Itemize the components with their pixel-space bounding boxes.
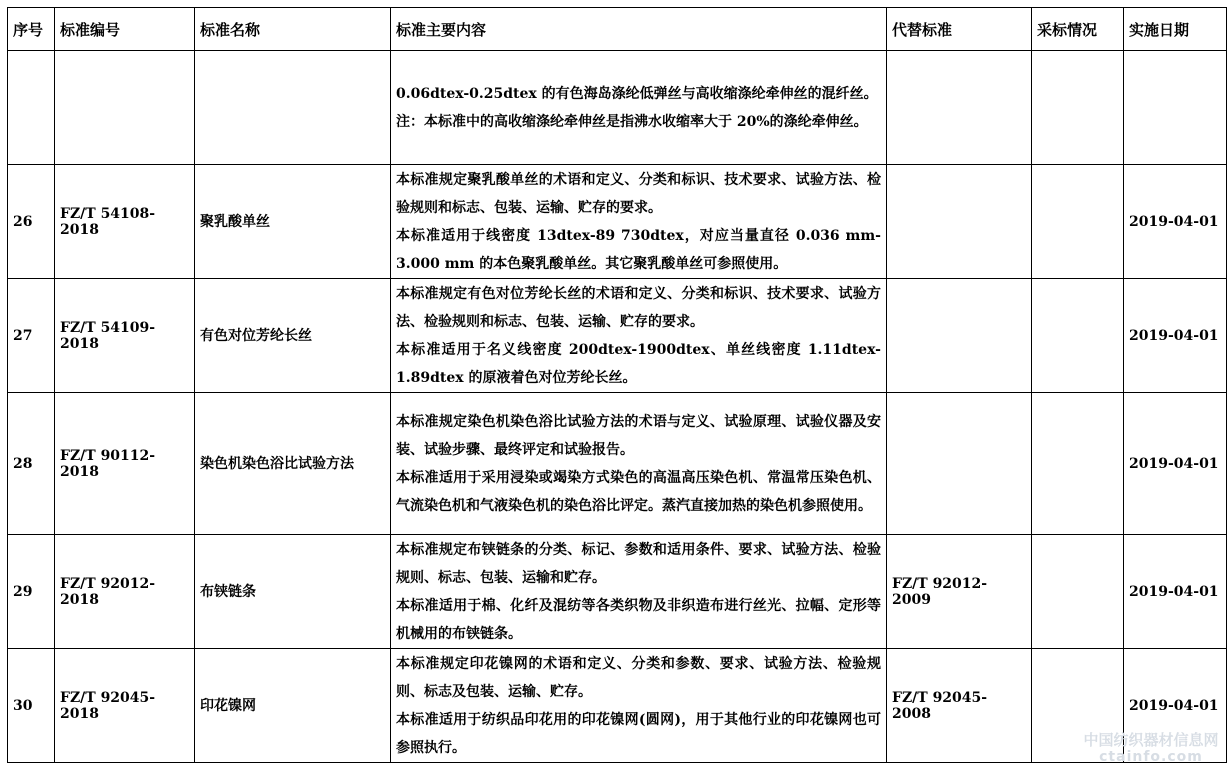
row-content — [391, 535, 887, 649]
row-adopt — [1032, 165, 1124, 279]
row-adopt — [1032, 279, 1124, 393]
content-paragraph: 本标准规定聚乳酸单丝的术语和定义、分类和标识、技术要求、试验方法、检验规则和标志、包装、运输、贮存的要求。 — [396, 171, 881, 216]
header-seq: 序号 — [8, 8, 55, 51]
standards-table — [7, 7, 1227, 763]
header-date: 实施日期 — [1124, 8, 1227, 51]
row-code — [55, 51, 195, 165]
row-seq: 30 — [8, 649, 55, 763]
content-paragraph: 本标准适用于线密度 13dtex-89 730dtex，对应当量直径 0.036 mm-3.000 mm 的本色聚乳酸单丝。其它聚乳酸单丝可参照使用。 — [396, 227, 881, 272]
row-seq: 27 — [8, 279, 55, 393]
header-name: 标准名称 — [195, 8, 391, 51]
watermark-title: 中国纺织器材信息网 — [1083, 731, 1219, 749]
content-paragraph: 本标准适用于棉、化纤及混纺等各类织物及非织造布进行丝光、拉幅、定形等机械用的布铗链条。 — [396, 597, 881, 642]
row-date: 2019-04-01 — [1124, 165, 1227, 279]
content-paragraph: 本标准规定有色对位芳纶长丝的术语和定义、分类和标识、技术要求、试验方法、检验规则和标志、包装、运输、贮存的要求。 — [396, 285, 881, 330]
row-date: 2019-04-01 — [1124, 393, 1227, 535]
content-paragraph: 本标准适用于纺织品印花用的印花镍网(圆网)，用于其他行业的印花镍网也可参照执行。 — [396, 711, 881, 756]
row-adopt — [1032, 51, 1124, 165]
row-code: FZ/T 90112-2018 — [55, 393, 195, 535]
row-content — [391, 393, 887, 535]
row-code: FZ/T 92045-2018 — [55, 649, 195, 763]
table-row — [8, 393, 1227, 535]
header-adopt: 采标情况 — [1032, 8, 1124, 51]
row-name: 印花镍网 — [195, 649, 391, 763]
content-paragraph: 0.06dtex-0.25dtex 的有色海岛涤纶低弹丝与高收缩涤纶牵伸丝的混纤丝。 — [396, 85, 878, 102]
row-replace: FZ/T 92012-2009 — [887, 535, 1032, 649]
row-seq — [8, 51, 55, 165]
content-paragraph: 本标准规定印花镍网的术语和定义、分类和参数、要求、试验方法、检验规则、标志及包装、运输、贮存。 — [396, 655, 881, 700]
row-content — [391, 279, 887, 393]
row-replace — [887, 393, 1032, 535]
row-name: 布铗链条 — [195, 535, 391, 649]
table-row — [8, 535, 1227, 649]
row-code: FZ/T 92012-2018 — [55, 535, 195, 649]
site-watermark — [1076, 731, 1226, 765]
table-row — [8, 165, 1227, 279]
row-content — [391, 649, 887, 763]
header-replace: 代替标准 — [887, 8, 1032, 51]
row-name: 有色对位芳纶长丝 — [195, 279, 391, 393]
row-replace — [887, 51, 1032, 165]
row-date: 2019-04-01 — [1124, 535, 1227, 649]
row-content — [391, 165, 887, 279]
table-row — [8, 649, 1227, 763]
row-date — [1124, 51, 1227, 165]
table-row — [8, 51, 1227, 165]
content-paragraph: 本标准适用于名义线密度 200dtex-1900dtex、单丝线密度 1.11dtex-1.89dtex 的原液着色对位芳纶长丝。 — [396, 341, 881, 386]
table-header-row — [8, 8, 1227, 51]
table-row — [8, 279, 1227, 393]
row-name: 聚乳酸单丝 — [195, 165, 391, 279]
row-name — [195, 51, 391, 165]
content-paragraph: 本标准适用于采用浸染或竭染方式染色的高温高压染色机、常温常压染色机、气流染色机和气液染色机的染色浴比评定。蒸汽直接加热的染色机参照使用。 — [396, 469, 881, 514]
content-paragraph: 本标准规定染色机染色浴比试验方法的术语与定义、试验原理、试验仪器及安装、试验步骤、最终评定和试验报告。 — [396, 413, 881, 458]
content-paragraph: 注：本标准中的高收缩涤纶牵伸丝是指沸水收缩率大于 20%的涤纶牵伸丝。 — [396, 113, 868, 130]
watermark-domain: ctainfo.com — [1099, 749, 1203, 765]
header-code: 标准编号 — [55, 8, 195, 51]
row-date: 2019-04-01 — [1124, 649, 1227, 763]
row-code: FZ/T 54109-2018 — [55, 279, 195, 393]
header-content: 标准主要内容 — [391, 8, 887, 51]
row-content — [391, 51, 887, 165]
row-seq: 26 — [8, 165, 55, 279]
row-replace — [887, 279, 1032, 393]
row-code: FZ/T 54108-2018 — [55, 165, 195, 279]
row-replace: FZ/T 92045-2008 — [887, 649, 1032, 763]
row-adopt — [1032, 535, 1124, 649]
row-date: 2019-04-01 — [1124, 279, 1227, 393]
row-replace — [887, 165, 1032, 279]
row-name: 染色机染色浴比试验方法 — [195, 393, 391, 535]
row-seq: 29 — [8, 535, 55, 649]
row-adopt — [1032, 393, 1124, 535]
row-seq: 28 — [8, 393, 55, 535]
content-paragraph: 本标准规定布铗链条的分类、标记、参数和适用条件、要求、试验方法、检验规则、标志、包装、运输和贮存。 — [396, 541, 881, 586]
